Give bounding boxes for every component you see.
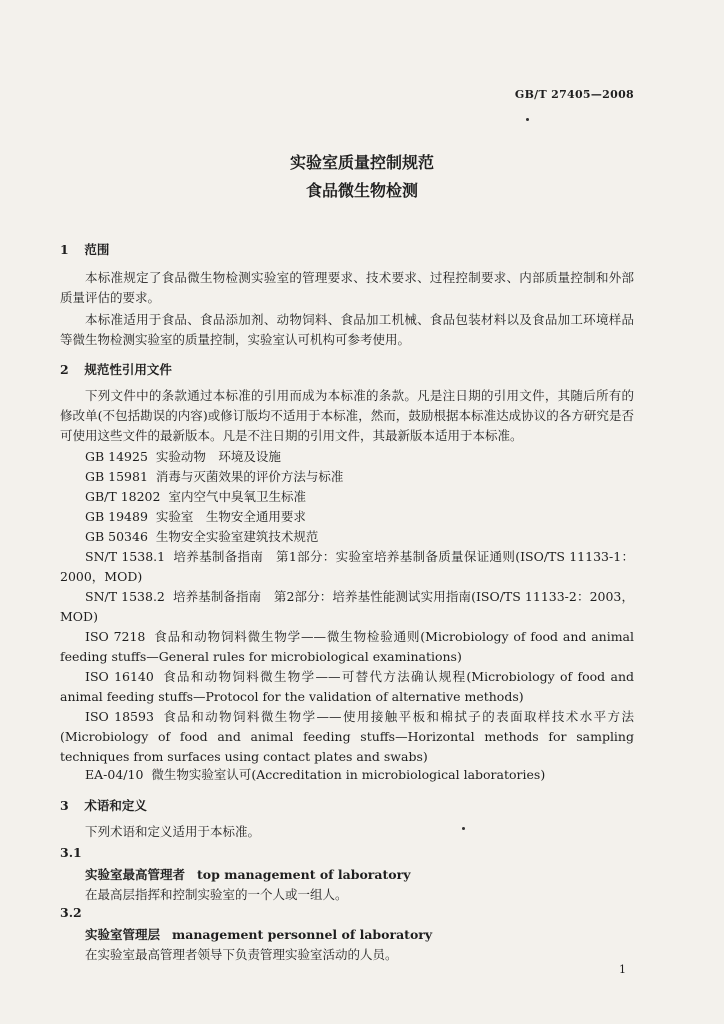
- reference-item: [60, 627, 634, 667]
- reference-title: 实验动物 环境及设施: [155, 449, 281, 464]
- reference-code: GB/T 18202: [85, 489, 161, 504]
- section-number: 1: [60, 242, 69, 257]
- section-2-heading: [60, 360, 172, 378]
- reference-title: 食品和动物饲料微生物学——可替代方法确认规程(Microbiology of food and animal feeding stuffs—Protocol for the validation of alternative methods): [60, 669, 634, 704]
- reference-title: 微生物实验室认可(Accreditation in microbiological laboratories): [151, 767, 546, 782]
- term-chinese: 实验室管理层: [85, 927, 161, 942]
- reference-code: ISO 7218: [85, 629, 146, 644]
- reference-code: GB 50346: [85, 529, 148, 544]
- section-title: 术语和定义: [84, 798, 147, 813]
- reference-code: GB 14925: [85, 449, 148, 464]
- speck: [526, 118, 529, 121]
- section-title: 规范性引用文件: [84, 362, 172, 377]
- reference-code: GB 15981: [85, 469, 148, 484]
- section-number: 2: [60, 362, 69, 377]
- reference-item: [60, 527, 634, 547]
- section-title: 范围: [84, 242, 110, 257]
- reference-title: 培养基制备指南 第1部分：实验室培养基制备质量保证通则(ISO/TS 11133-1：2000，MOD): [60, 549, 634, 584]
- reference-item: [60, 667, 634, 707]
- reference-title: 食品和动物饲料微生物学——微生物检验通则(Microbiology of food and animal feeding stuffs—General rules for microbiological examinations): [60, 629, 634, 664]
- document-subtitle: 食品微生物检测: [305, 181, 418, 200]
- reference-item: [60, 547, 634, 587]
- reference-item: [60, 487, 634, 507]
- reference-item: [60, 447, 634, 467]
- reference-item: [60, 587, 634, 627]
- paragraph: 本标准规定了食品微生物检测实验室的管理要求、技术要求、过程控制要求、内部质量控制和外部质量评估的要求。: [60, 270, 634, 305]
- term-entry: [85, 865, 410, 883]
- term-english: management personnel of laboratory: [172, 927, 433, 942]
- reference-code: EA-04/10: [85, 767, 144, 782]
- reference-item: [60, 765, 634, 785]
- document-title: 实验室质量控制规范: [289, 153, 434, 172]
- reference-title: 生物安全实验室建筑技术规范: [155, 529, 319, 544]
- term-english: top management of laboratory: [197, 867, 411, 882]
- paragraph: 下列术语和定义适用于本标准。: [85, 824, 261, 839]
- reference-code: SN/T 1538.2: [85, 589, 165, 604]
- reference-code: GB 19489: [85, 509, 148, 524]
- paragraph: 下列文件中的条款通过本标准的引用而成为本标准的条款。凡是注日期的引用文件，其随后所有的修改单(不包括勘误的内容)或修订版均不适用于本标准，然而，鼓励根据本标准达成协议的各方研究是否可使用这些文件的最新版本。凡是不注日期的引用文件，其最新版本适用于本标准。: [60, 388, 634, 443]
- term-number: 3.2: [60, 905, 82, 920]
- term-number: 3.1: [60, 845, 82, 860]
- reference-code: ISO 18593: [85, 709, 154, 724]
- reference-title: 室内空气中臭氧卫生标准: [168, 489, 306, 504]
- reference-title: 消毒与灭菌效果的评价方法与标准: [155, 469, 344, 484]
- reference-title: 培养基制备指南 第2部分：培养基性能测试实用指南(ISO/TS 11133-2：2003，MOD): [60, 589, 634, 624]
- term-definition: 在最高层指挥和控制实验室的一个人或一组人。: [85, 887, 348, 902]
- reference-code: SN/T 1538.1: [85, 549, 166, 564]
- standard-number: GB/T 27405—2008: [514, 88, 634, 101]
- section-number: 3: [60, 798, 69, 813]
- reference-title: 实验室 生物安全通用要求: [155, 509, 306, 524]
- term-entry: [85, 925, 432, 943]
- paragraph: 本标准适用于食品、食品添加剂、动物饲料、食品加工机械、食品包装材料以及食品加工环境样品等微生物检测实验室的质量控制，实验室认可机构可参考使用。: [60, 312, 634, 347]
- section-3-heading: [60, 796, 147, 814]
- reference-item: [60, 507, 634, 527]
- reference-item: [60, 467, 634, 487]
- reference-code: ISO 16140: [85, 669, 154, 684]
- reference-item: [60, 707, 634, 767]
- term-chinese: 实验室最高管理者: [85, 867, 186, 882]
- reference-title: 食品和动物饲料微生物学——使用接触平板和棉拭子的表面取样技术水平方法(Microbiology of food and animal feeding stuffs—Horizontal methods for sampling techniques from surfaces using contact plates and swabs): [60, 709, 634, 764]
- speck: [462, 827, 465, 830]
- term-definition: 在实验室最高管理者领导下负责管理实验室活动的人员。: [85, 947, 398, 962]
- section-1-heading: [60, 240, 109, 258]
- page-number: 1: [619, 963, 626, 976]
